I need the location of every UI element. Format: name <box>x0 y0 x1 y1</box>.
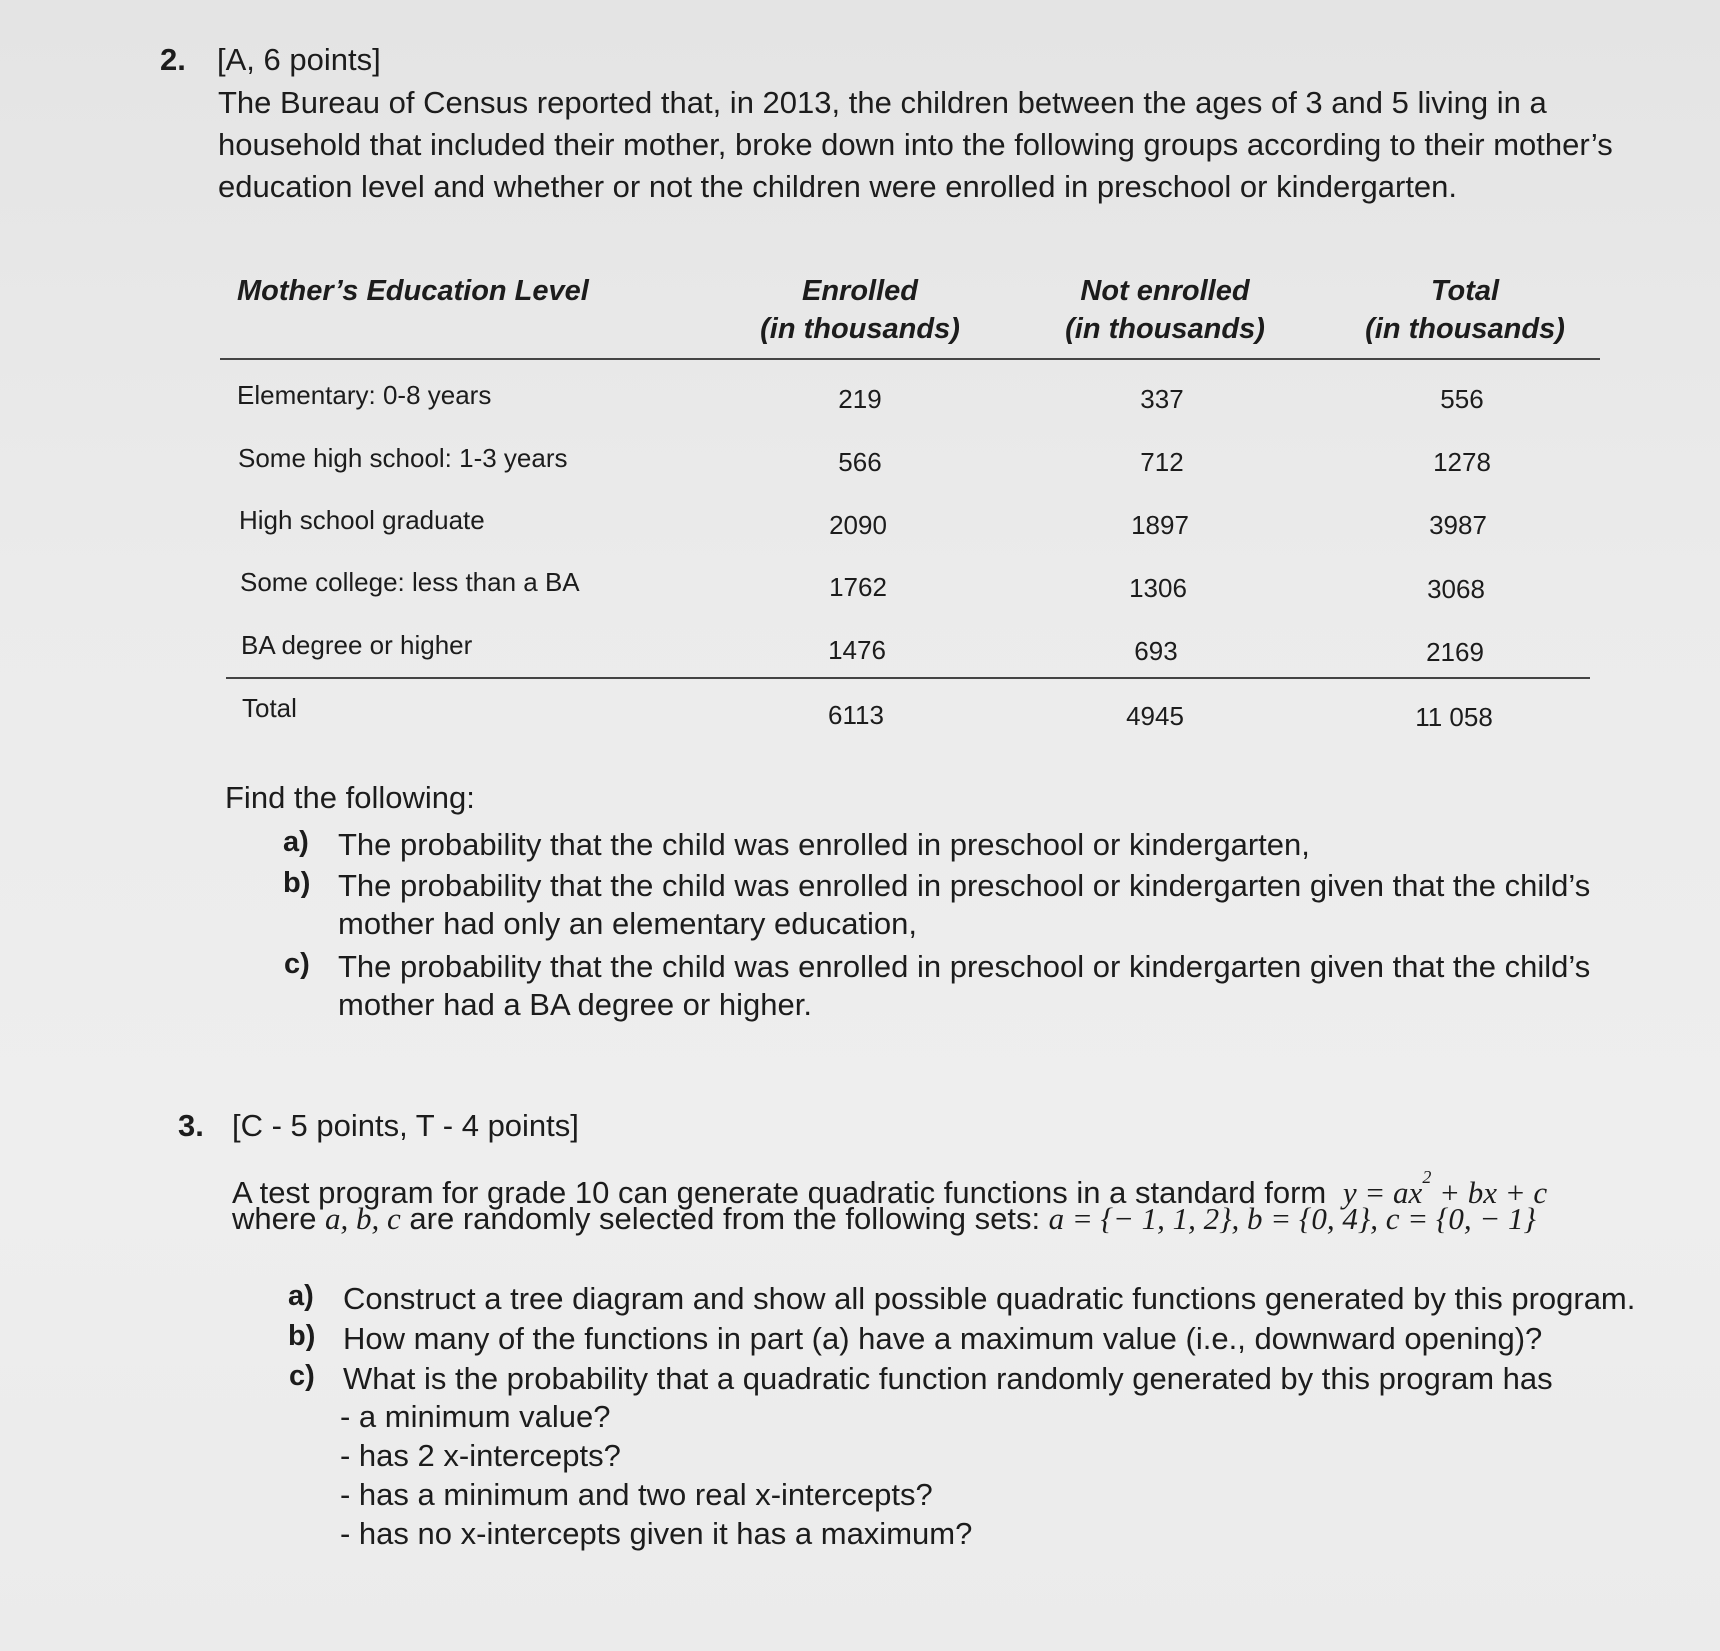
enrolled-total-cell: 6113 <box>828 700 884 730</box>
not-enrolled-cell: 337 <box>1140 384 1184 414</box>
sub-item: - has 2 x-intercepts? <box>340 1438 621 1473</box>
total-cell: 1278 <box>1433 447 1491 477</box>
question-3-line-2: where a, b, c are randomly selected from the following sets: a = {− 1, 1, 2}, b = {0, 4}, c = {0, − 1} <box>232 1201 1536 1236</box>
enrolled-cell: 566 <box>838 447 882 477</box>
not-enrolled-cell: 693 <box>1134 636 1178 666</box>
coefficient-sets: a = {− 1, 1, 2}, b = {0, 4}, c = {0, − 1} <box>1048 1201 1536 1236</box>
total-cell: 3987 <box>1429 510 1487 540</box>
header-divider <box>220 358 1600 360</box>
total-cell: 556 <box>1440 384 1484 414</box>
intro-line: education level and whether or not the children were enrolled in preschool or kindergarten. <box>218 169 1458 204</box>
not-enrolled-cell: 712 <box>1140 447 1184 477</box>
part-label: c) <box>284 948 310 980</box>
part-label: a) <box>283 826 309 858</box>
intro-line: household that included their mother, broke down into the following groups according to their mother’s <box>218 127 1613 162</box>
header-education-level: Mother’s Education Level <box>237 275 589 307</box>
question-3-line-1: A test program for grade 10 can generate quadratic functions in a standard form $y = ax^2$ + bx + c <box>232 1167 1548 1210</box>
row-label: Some high school: 1-3 years <box>238 443 568 473</box>
sub-item: - has no x-intercepts given it has a maximum? <box>340 1516 973 1551</box>
total-cell: 2169 <box>1426 637 1484 667</box>
enrolled-cell: 1762 <box>829 572 887 602</box>
total-cell: 3068 <box>1427 574 1485 604</box>
sub-item: - has a minimum and two real x-intercepts? <box>340 1477 933 1512</box>
part-a-text: The probability that the child was enrolled in preschool or kindergarten, <box>338 827 1310 862</box>
part-label: c) <box>289 1360 315 1392</box>
intro-line: The Bureau of Census reported that, in 2013, the children between the ages of 3 and 5 living in a <box>218 85 1547 120</box>
question-2-number: 2. <box>160 42 186 77</box>
grand-total-cell: 11 058 <box>1415 702 1493 732</box>
part-label: a) <box>288 1280 314 1312</box>
enrolled-cell: 219 <box>838 384 882 414</box>
row-label: Some college: less than a BA <box>240 567 580 597</box>
part-c-text: The probability that the child was enrolled in preschool or kindergarten given that the child’s mother had a BA degree or higher. <box>338 949 1591 1022</box>
sub-item: - a minimum value? <box>340 1399 611 1434</box>
total-row-label: Total <box>242 693 297 723</box>
not-enrolled-total-cell: 4945 <box>1126 701 1184 731</box>
enrolled-cell: 1476 <box>828 635 886 665</box>
part-b-text: The probability that the child was enrolled in preschool or kindergarten given that the child’s mother had only an elementary education, <box>338 868 1591 941</box>
part-label: b) <box>283 867 311 899</box>
row-label: BA degree or higher <box>241 630 473 660</box>
header-total: Total (in thousands) <box>1365 275 1565 345</box>
question-3-header: [C - 5 points, T - 4 points] <box>232 1108 579 1143</box>
not-enrolled-cell: 1306 <box>1129 573 1187 603</box>
find-prompt: Find the following: <box>225 780 475 815</box>
not-enrolled-cell: 1897 <box>1131 510 1189 540</box>
header-not-enrolled: Not enrolled (in thousands) <box>1065 275 1265 345</box>
row-label: Elementary: 0-8 years <box>237 380 492 410</box>
header-enrolled: Enrolled (in thousands) <box>760 275 960 345</box>
q3-part-c-text: What is the probability that a quadratic function randomly generated by this program has <box>343 1361 1553 1396</box>
question-3-number: 3. <box>178 1108 204 1143</box>
part-label: b) <box>288 1320 316 1352</box>
q3-part-a-text: Construct a tree diagram and show all possible quadratic functions generated by this program. <box>343 1281 1636 1316</box>
q3-part-b-text: How many of the functions in part (a) have a maximum value (i.e., downward opening)? <box>343 1321 1543 1356</box>
quadratic-formula: $y = ax^2$ + bx + c <box>1342 1167 1548 1210</box>
enrolled-cell: 2090 <box>829 510 887 540</box>
question-2-intro <box>218 82 1613 208</box>
total-divider <box>226 677 1590 679</box>
question-2-header: [A, 6 points] <box>217 42 381 77</box>
row-label: High school graduate <box>239 505 485 535</box>
